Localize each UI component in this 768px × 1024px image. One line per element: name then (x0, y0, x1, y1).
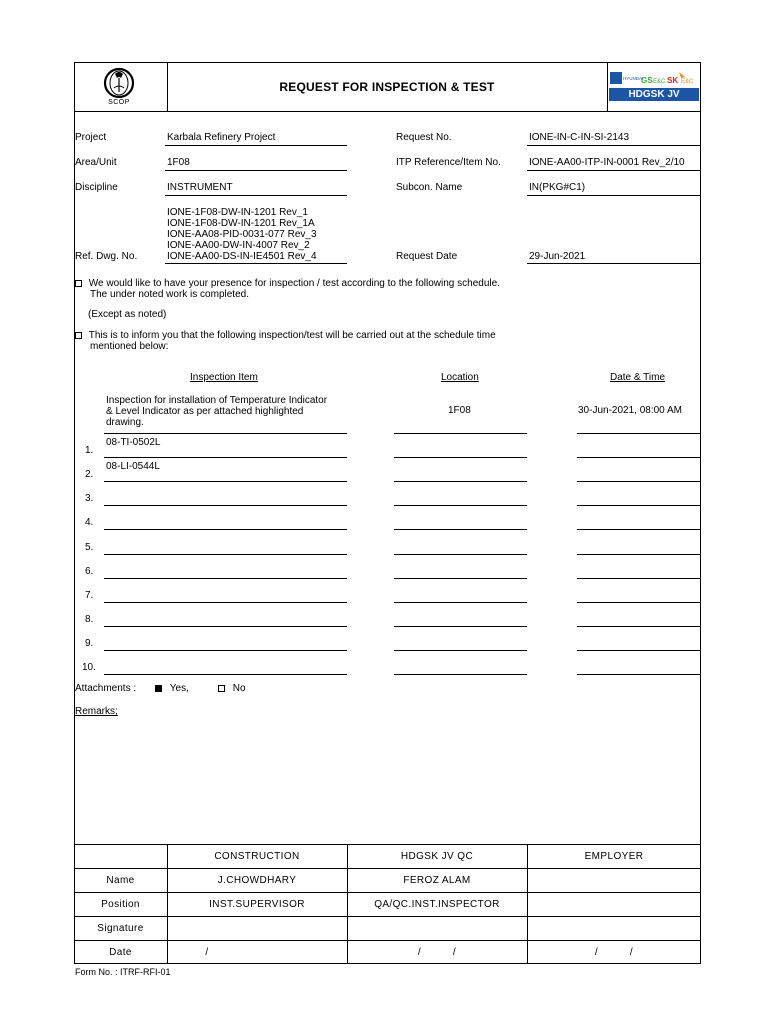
itp-label: ITP Reference/Item No. (396, 157, 501, 168)
subcon-value: IN(PKG#C1) (529, 182, 586, 193)
schedule-row-location-underline (394, 650, 527, 651)
svg-text:SK: SK (667, 76, 679, 85)
inspection-location: 1F08 (448, 405, 471, 416)
schedule-row-number: 4. (85, 517, 94, 528)
schedule-row-number: 9. (85, 638, 94, 649)
qc-position: QA/QC.INST.INSPECTOR (374, 898, 500, 910)
schedule-row-item-underline (104, 505, 347, 506)
discipline-underline (165, 195, 347, 196)
col-date-time: Date & Time (610, 372, 666, 383)
schedule-row-number: 6. (85, 566, 94, 577)
svg-text:E&C: E&C (653, 79, 666, 85)
refdwg-underline (165, 263, 347, 264)
description-underline (104, 433, 347, 434)
notice-line-1: We would like to have your presence for inspection / test according to the following schedule. (88, 278, 500, 289)
schedule-row-item-underline (104, 626, 347, 627)
signoff-line-3 (74, 916, 701, 917)
project-label: Project (75, 132, 107, 143)
schedule-row-item: 08-TI-0502L (106, 437, 161, 448)
header-employer: EMPLOYER (584, 850, 644, 862)
schedule-row-datetime-underline (577, 578, 700, 579)
notice-presence (75, 278, 500, 289)
presence-checkbox[interactable] (75, 280, 82, 287)
notice-line-3: This is to inform you that the following inspection/test will be carried out at the schedule time (88, 330, 496, 341)
request-no-underline (527, 145, 700, 146)
col-inspection-item: Inspection Item (190, 372, 258, 383)
subcon-label: Subcon. Name (396, 182, 463, 193)
area-underline (165, 170, 347, 171)
date-construction: / (205, 946, 209, 958)
area-value: 1F08 (167, 157, 190, 168)
schedule-row-datetime-underline (577, 626, 700, 627)
refdwg-label: Ref. Dwg. No. (75, 251, 138, 262)
header-construction: CONSTRUCTION (214, 850, 300, 862)
schedule-row-datetime-underline (577, 602, 700, 603)
schedule-row-location-underline (394, 626, 527, 627)
signature-label: Signature (97, 922, 144, 934)
request-no-value: IONE-IN-C-IN-SI-2143 (529, 132, 630, 143)
request-date-underline (527, 263, 700, 264)
schedule-row-number: 5. (85, 542, 94, 553)
schedule-row-number: 10. (82, 662, 96, 673)
inform-checkbox[interactable] (75, 332, 82, 339)
svg-text:GS: GS (641, 76, 653, 85)
itp-value: IONE-AA00-ITP-IN-0001 Rev_2/10 (529, 157, 685, 168)
inspection-description-1: Inspection for installation of Temperature Indicator (106, 395, 328, 406)
schedule-row-number: 7. (85, 590, 94, 601)
scop-logo (94, 66, 144, 110)
refdwg-value-4: IONE-AA00-DW-IN-4007 Rev_2 (167, 240, 310, 251)
position-label: Position (101, 898, 140, 910)
schedule-row-location-underline (394, 674, 527, 675)
schedule-row-item-underline (104, 650, 347, 651)
header-right-divider (607, 62, 608, 111)
header-qc: HDGSK JV QC (400, 850, 474, 862)
attachments-label: Attachments : (75, 683, 137, 694)
inspection-datetime: 30-Jun-2021, 08:00 AM (578, 405, 682, 416)
schedule-row-datetime-underline (577, 554, 700, 555)
schedule-row-datetime-underline (577, 481, 700, 482)
notice-line-2: The under noted work is completed. (90, 289, 249, 300)
schedule-row-datetime-underline (577, 650, 700, 651)
schedule-row-item-underline (104, 529, 347, 530)
hdgsk-logo-text: HDGSK JV (628, 89, 680, 100)
date-label: Date (109, 946, 132, 958)
schedule-row-item-underline (104, 578, 347, 579)
header-divider (74, 111, 701, 112)
notice-inform (75, 330, 496, 341)
hdgsk-logo (609, 68, 699, 102)
refdwg-value-5: IONE-AA00-DS-IN-IE4501 Rev_4 (167, 251, 317, 262)
schedule-row-item-underline (104, 602, 347, 603)
notice-except: (Except as noted) (88, 309, 167, 320)
page-title: REQUEST FOR INSPECTION & TEST (279, 79, 495, 94)
subcon-underline (527, 195, 700, 196)
name-label: Name (106, 874, 135, 886)
construction-position: INST.SUPERVISOR (209, 898, 305, 910)
scop-logo-text: SCOP (108, 99, 130, 106)
refdwg-value-2: IONE-1F08-DW-IN-1201 Rev_1A (167, 218, 315, 229)
attachments-yes (155, 683, 189, 694)
schedule-row-number: 8. (85, 614, 94, 625)
svg-text:E&C: E&C (681, 79, 694, 85)
schedule-row-number: 2. (85, 469, 94, 480)
area-label: Area/Unit (75, 157, 117, 168)
schedule-row-location-underline (394, 554, 527, 555)
schedule-row-item-underline (104, 457, 347, 458)
schedule-row-location-underline (394, 457, 527, 458)
notice-line-4: mentioned below: (90, 341, 169, 352)
request-no-label: Request No. (396, 132, 452, 143)
schedule-row-location-underline (394, 529, 527, 530)
attachments-no-label: No (232, 683, 246, 694)
qc-name: FEROZ ALAM (403, 874, 471, 886)
itp-underline (527, 170, 700, 171)
schedule-row-item-underline (104, 674, 347, 675)
col-location: Location (441, 372, 479, 383)
discipline-label: Discipline (75, 182, 118, 193)
schedule-row-datetime-underline (577, 505, 700, 506)
form-frame (74, 62, 701, 964)
schedule-row-location-underline (394, 505, 527, 506)
remarks-label: Remarks; (75, 706, 118, 717)
schedule-row-location-underline (394, 481, 527, 482)
schedule-row-datetime-underline (577, 674, 700, 675)
schedule-row-number: 1. (85, 445, 94, 456)
request-date-label: Request Date (396, 251, 458, 262)
svg-text:HYUNDAI: HYUNDAI (623, 76, 644, 81)
schedule-row-location-underline (394, 602, 527, 603)
refdwg-value-3: IONE-AA08-PID-0031-077 Rev_3 (167, 229, 317, 240)
project-underline (165, 145, 347, 146)
attachments-yes-checkbox[interactable] (155, 685, 162, 692)
date-employer: / / (594, 946, 634, 958)
date-qc: / / (417, 946, 457, 958)
refdwg-value-1: IONE-1F08-DW-IN-1201 Rev_1 (167, 207, 308, 218)
request-date-value: 29-Jun-2021 (529, 251, 586, 262)
schedule-row-datetime-underline (577, 457, 700, 458)
schedule-row-item-underline (104, 554, 347, 555)
attachments-yes-label: Yes, (169, 683, 189, 694)
location-underline (394, 433, 527, 434)
schedule-row-datetime-underline (577, 529, 700, 530)
attachments-no-checkbox[interactable] (218, 685, 225, 692)
discipline-value: INSTRUMENT (167, 182, 233, 193)
project-value: Karbala Refinery Project (167, 132, 276, 143)
datetime-underline (577, 433, 700, 434)
inspection-description-2: & Level Indicator as per attached highlighted (106, 406, 304, 417)
attachments-no (218, 683, 246, 694)
schedule-row-location-underline (394, 578, 527, 579)
inspection-description-3: drawing. (106, 417, 144, 428)
schedule-row-number: 3. (85, 493, 94, 504)
form-number: Form No. : ITRF-RFI-01 (75, 967, 171, 977)
construction-name: J.CHOWDHARY (217, 874, 297, 886)
schedule-row-item: 08-LI-0544L (106, 461, 160, 472)
schedule-row-item-underline (104, 481, 347, 482)
